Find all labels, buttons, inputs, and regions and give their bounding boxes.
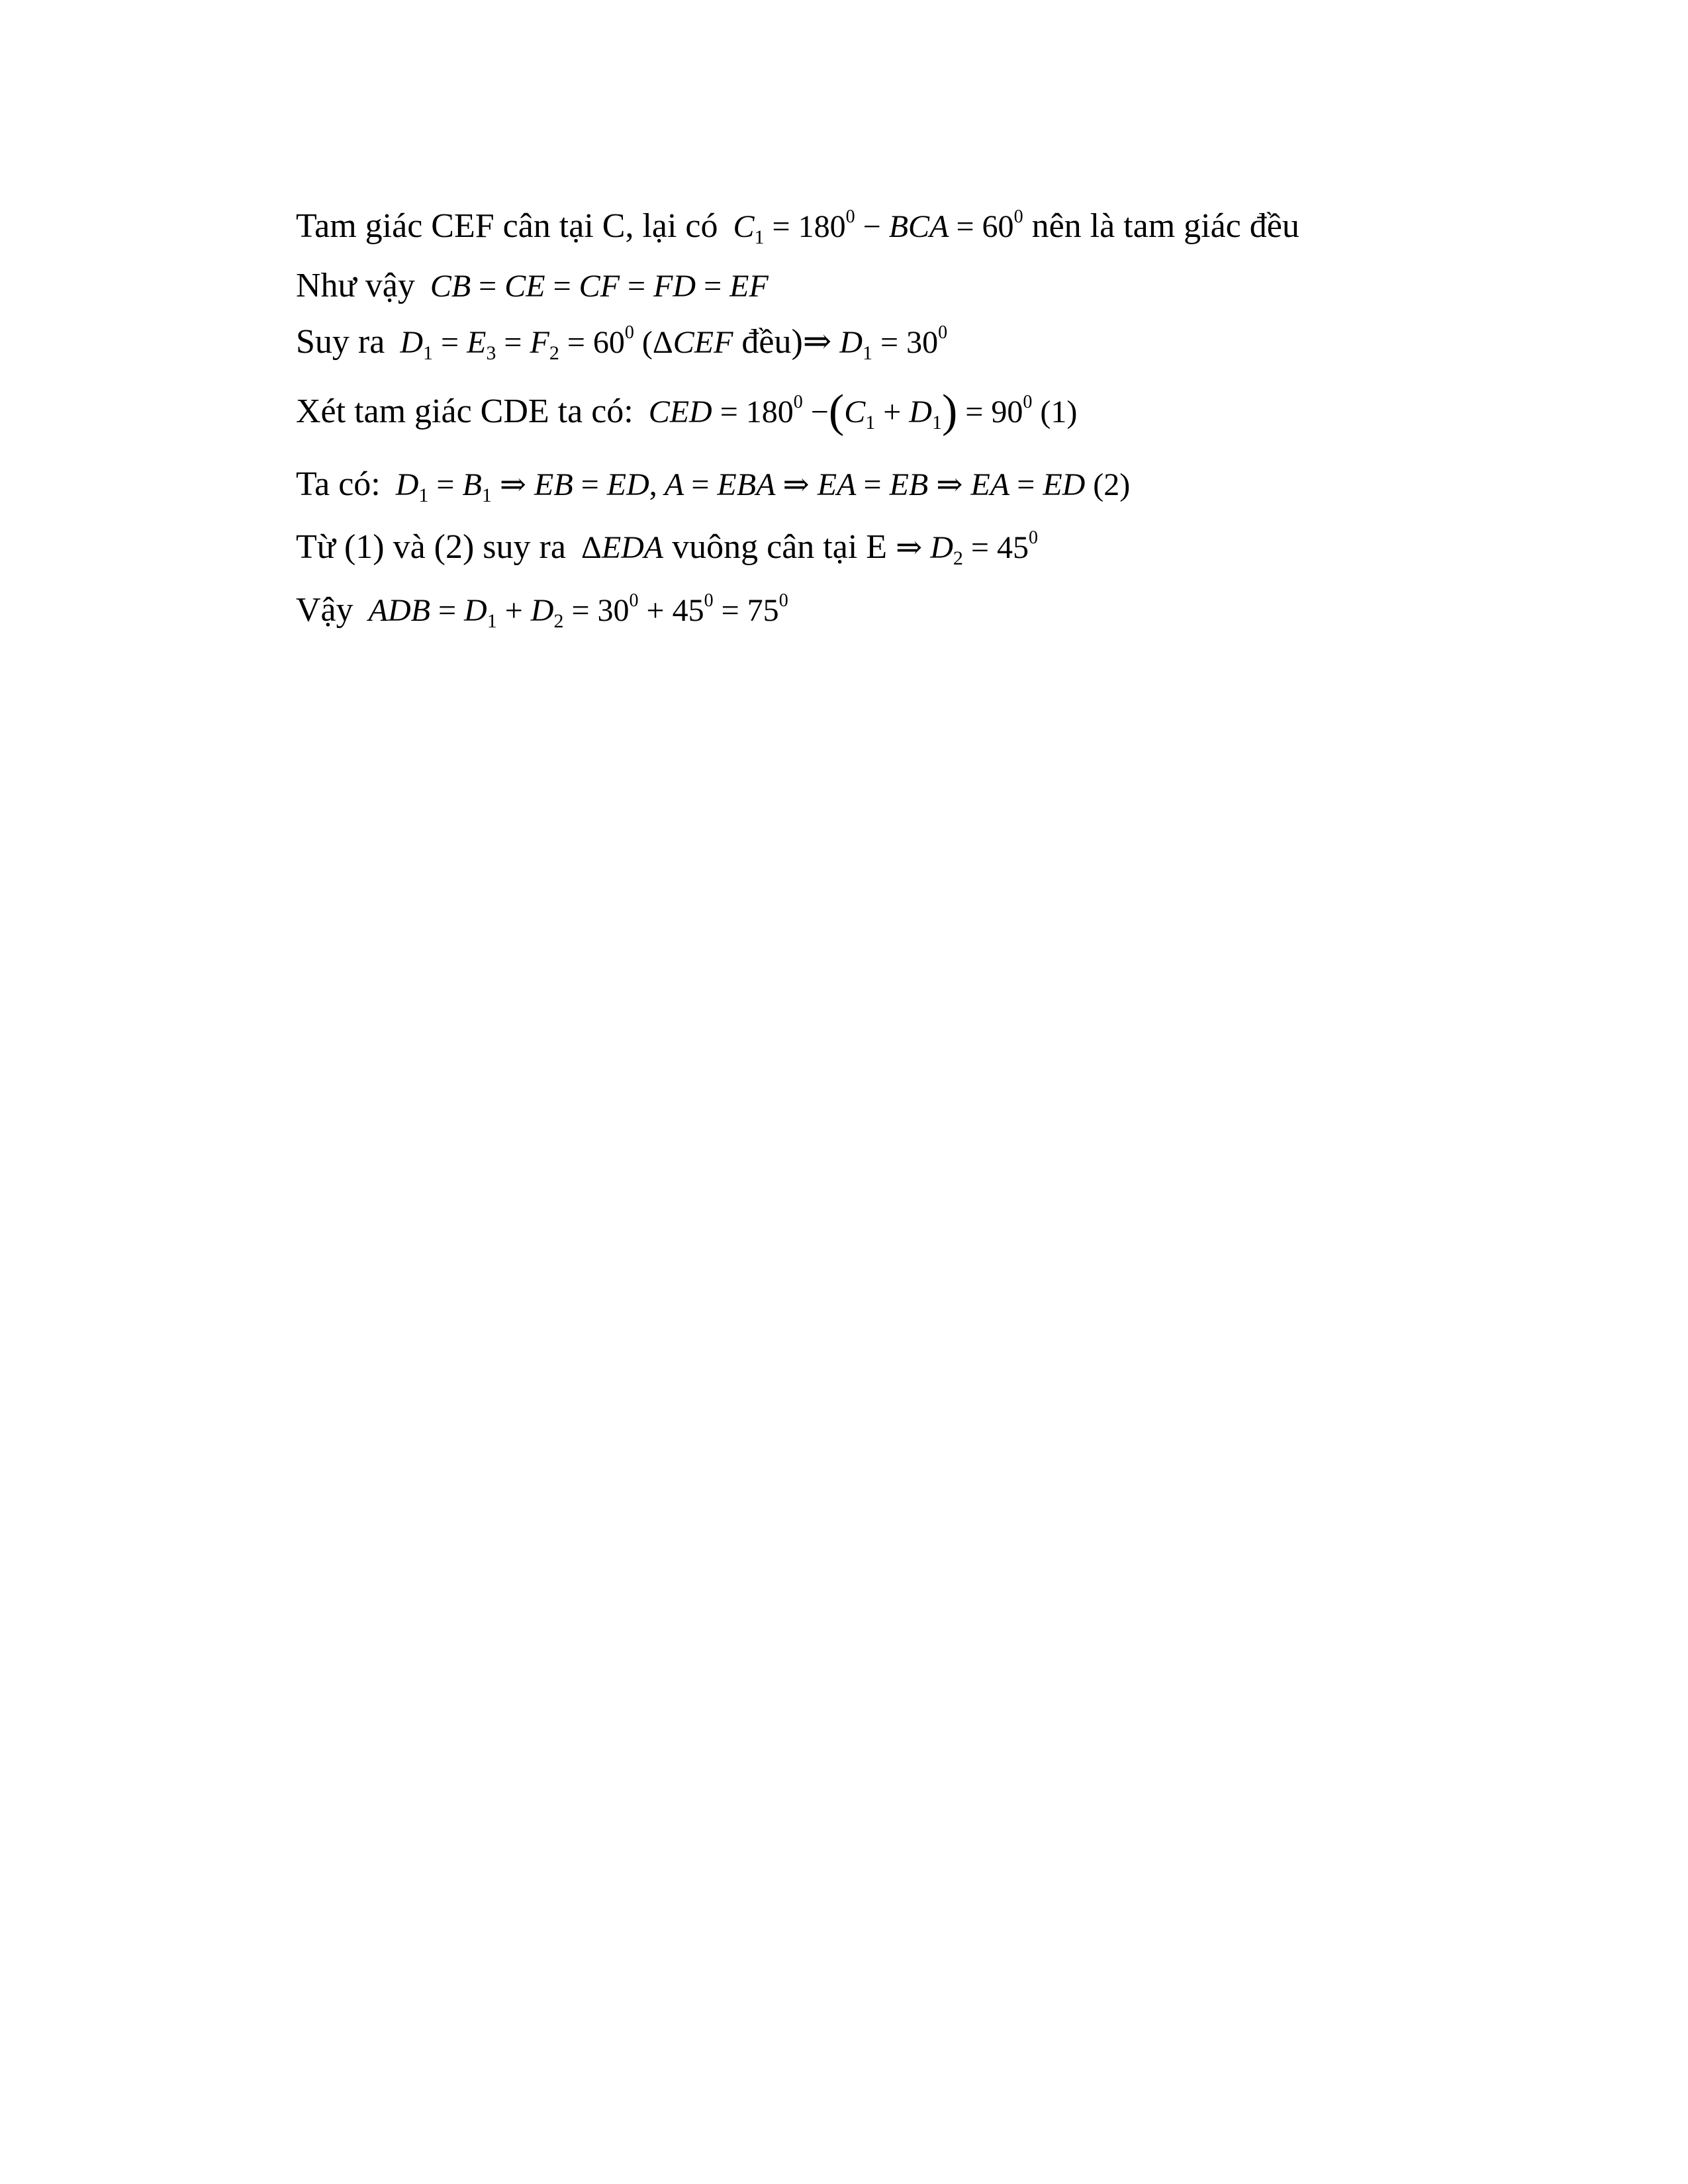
line-7: [296, 589, 788, 632]
line-1: [296, 205, 1299, 248]
line-1-text-after: nên là tam giác đều: [1031, 207, 1299, 245]
line-3-formula: $D_1 = E_3 = F_2 = 60^0$ (ΔCEF đều)⇒ $D_1 = 30^0$: [400, 322, 948, 364]
line-7-text: Vậy: [296, 591, 353, 629]
line-4-text: Xét tam giác CDE ta có:: [296, 392, 633, 430]
line-6: [296, 526, 1038, 569]
line-6-text-2: vuông cân tại E: [672, 528, 888, 566]
line-4-formula: CED = $180^0 -(C_1 + D_1) = 90^0$ (1): [648, 386, 1078, 437]
line-3: [296, 321, 947, 364]
line-4: [296, 386, 1078, 437]
line-3-text: Suy ra: [296, 323, 385, 361]
line-2-formula: CB = CE = CF = FD = EF: [430, 269, 769, 304]
line-6-text: Từ (1) và (2) suy ra: [296, 528, 566, 566]
line-6-formula-1: ΔEDA: [581, 530, 664, 565]
line-1-formula: $C_1 = 180^0$ − BCA = $60^0$: [733, 206, 1023, 248]
line-6-formula-2: ⇒ $D_2 = 45^0$: [896, 527, 1038, 569]
line-5-text: Ta có:: [296, 465, 381, 503]
line-5-formula: $D_1 = B_1$ ⇒ EB = ED, A = EBA ⇒ EA = EB ⇒ EA = ED (2): [395, 467, 1131, 506]
line-1-text: Tam giác CEF cân tại C, lại có: [296, 207, 718, 245]
line-2-text: Như vậy: [296, 267, 415, 304]
line-5: [296, 463, 1130, 506]
line-2: [296, 265, 769, 308]
line-7-formula: ADB = $D_1 + D_2 = 30^0 + 45^0 = 75^0$: [368, 590, 788, 632]
